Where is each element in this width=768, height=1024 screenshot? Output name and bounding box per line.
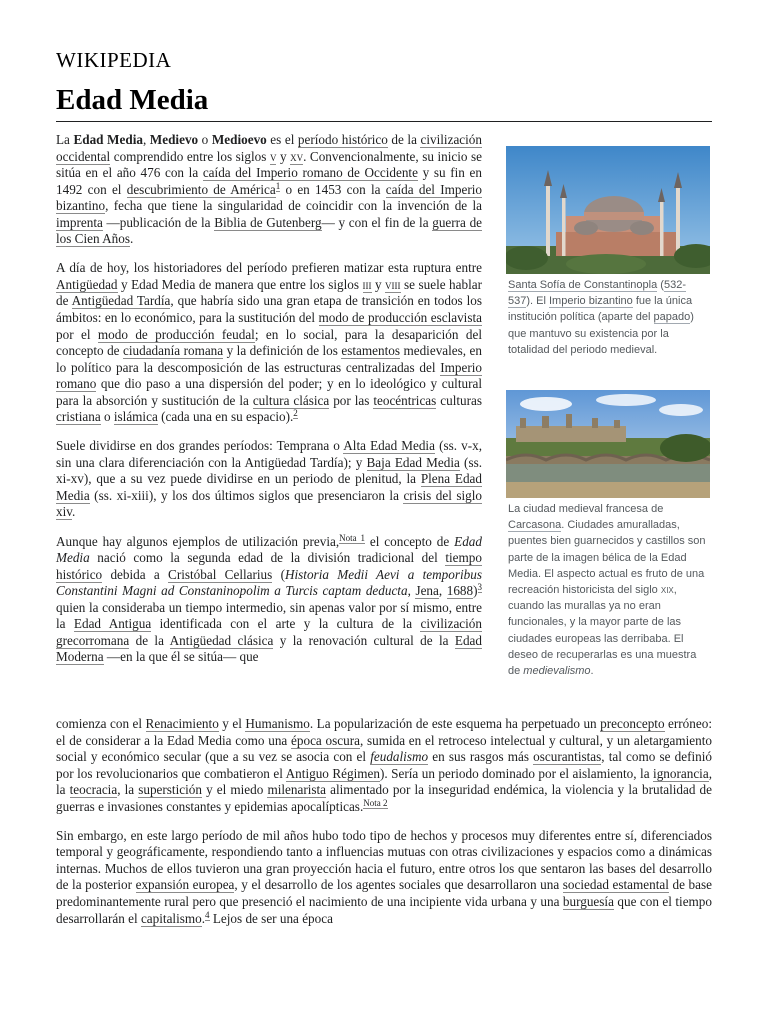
text-run: o en 1453 con la — [280, 181, 386, 197]
wiki-link[interactable]: xv — [290, 148, 304, 164]
reference-link[interactable]: 3 — [477, 582, 483, 593]
wiki-link[interactable]: viii — [385, 276, 401, 292]
text-run: Aunque hay algunos ejemplos de utilización previa, — [56, 533, 340, 549]
text-run: ( — [272, 566, 285, 582]
wiki-link[interactable]: Humanismo — [245, 716, 310, 731]
article-body-wide — [56, 716, 712, 940]
paragraph-4-continued — [56, 716, 712, 815]
wiki-link[interactable]: cristiana — [56, 409, 101, 425]
text-run: debida a — [102, 566, 169, 582]
text-run: el concepto de — [365, 533, 455, 549]
text-run: y la renovación cultural de la — [273, 632, 455, 648]
text-run: fue la única institución política (aparte del — [508, 295, 693, 324]
wiki-link[interactable]: civilización grecorromana — [56, 616, 482, 648]
text-run: y su fin en 1492 con el — [56, 165, 482, 197]
wiki-link[interactable]: teocéntricas — [373, 392, 437, 408]
wiki-link[interactable]: descubrimiento de América — [126, 181, 276, 197]
wiki-link[interactable]: época oscura — [291, 732, 360, 748]
reference-link[interactable]: Nota 1 — [339, 532, 365, 543]
article-lead — [56, 132, 482, 666]
text-run: —en la que él se sitúa— que — [103, 649, 259, 665]
figure-1-caption — [506, 277, 710, 358]
text-run: —publicación de la — [102, 214, 215, 230]
text-run: . Convencionalmente, su inicio se sitúa en el año 476 con la — [56, 148, 483, 181]
text-run: , que habría sido una gran etapa de transición en todos los ámbitos: en lo económico, para la sustitución del — [56, 293, 483, 325]
text-run: . Ciudades amuralladas, puentes bien guarnecidos y castillos son parte de la imagen bélica de la Edad Media. El aspecto actual es fruto de una recreación historicista del siglo — [508, 519, 706, 597]
wiki-link[interactable]: iii — [362, 276, 372, 292]
text-run: (ss. xi-xv), que a su vez puede dividirse en un periodo de plenitud, la — [56, 454, 483, 487]
text-run: La — [56, 132, 74, 147]
wiki-link[interactable]: Edad Antigua — [73, 616, 152, 632]
text-run: ) — [473, 583, 478, 599]
text-run: comienza con el — [56, 716, 146, 731]
text-run: , tal como se definió por los revolucionarios que combatieron el — [56, 749, 713, 781]
text-run: (ss. v-x, sin una clara diferenciación con la Antigüedad Tardía); y — [56, 438, 482, 470]
wiki-link[interactable]: Plena Edad Media — [56, 471, 483, 503]
wiki-link[interactable]: Imperio romano — [56, 359, 482, 392]
wiki-link[interactable]: teocracia — [69, 782, 118, 798]
bold-term: Medioevo — [211, 132, 267, 147]
wiki-link[interactable]: civilización occidental — [56, 132, 482, 164]
wiki-link[interactable]: islámica — [113, 409, 158, 425]
text-run: es el — [266, 132, 298, 147]
wiki-link[interactable]: burguesía — [562, 893, 614, 909]
reference-sup — [293, 408, 298, 419]
text-run: ; en lo social, para la desaparición del concepto de — [56, 326, 482, 359]
text-run: en sus rasgos más — [428, 749, 534, 765]
paragraph-5 — [56, 828, 712, 927]
text-run: Lejos de ser una época — [209, 910, 333, 926]
text-run: , la — [117, 782, 139, 798]
bold-term: Edad Media — [73, 132, 143, 147]
text-run: , — [438, 583, 447, 599]
wiki-link[interactable]: Cristóbal Cellarius — [168, 566, 273, 582]
text-run: ). Sería un periodo dominado por el aislamiento, la — [379, 765, 654, 781]
carcassonne-image[interactable] — [506, 390, 710, 498]
text-run: por el — [56, 326, 98, 342]
figure-hagia-sophia — [506, 146, 710, 358]
wiki-link[interactable]: capitalismo — [140, 910, 202, 926]
wiki-link[interactable]: caída del Imperio romano de Occidente — [202, 165, 418, 181]
wiki-link[interactable]: milenarista — [267, 782, 327, 798]
text-run: (cada una en su espacio). — [157, 409, 294, 425]
title-divider — [56, 121, 712, 122]
text-run: Edad Media — [56, 533, 482, 566]
wikipedia-logo[interactable]: WIKIPEDIA — [56, 48, 172, 72]
text-run: xix — [660, 584, 674, 597]
paragraph-4 — [56, 534, 482, 666]
wiki-link[interactable]: crisis del siglo xiv — [56, 487, 482, 520]
wiki-link[interactable]: expansión europea — [135, 877, 235, 893]
text-run: identificada con el arte y la cultura de la — [151, 616, 421, 632]
wiki-link[interactable]: estamentos — [341, 343, 400, 359]
wiki-link[interactable]: caída del Imperio bizantino — [56, 181, 482, 214]
wiki-link[interactable]: guerra de los Cien Años — [56, 214, 483, 247]
wiki-link[interactable]: Renacimiento — [145, 716, 219, 731]
page-title: Edad Media — [56, 84, 209, 116]
text-run: y el — [218, 716, 246, 731]
text-run: y la definición de los — [223, 343, 342, 359]
text-run: , cuando las murallas ya no eran funcionales, y la mayor parte de las ciudades europeas las derribaba. El deseo de recuperarlas es una muestra de — [508, 584, 697, 678]
text-run: . — [590, 665, 594, 678]
wiki-link[interactable]: 1688 — [446, 583, 474, 599]
text-run: A día de hoy, los historiadores del período prefieren matizar esta ruptura entre — [56, 260, 482, 276]
text-run: (ss. xi-xiii), y los dos últimos siglos que presenciaron la — [89, 487, 404, 503]
wiki-link[interactable]: preconcepto — [600, 716, 665, 731]
text-run: y Edad Media de manera que entre los siglos — [117, 276, 363, 292]
hagia-sophia-image[interactable] — [506, 146, 710, 274]
reference-sup — [478, 582, 483, 593]
wiki-link[interactable]: ignorancia — [653, 765, 709, 781]
text-run: . — [72, 504, 76, 520]
wiki-link[interactable]: imprenta — [56, 214, 103, 230]
text-run: ). El — [526, 295, 549, 308]
text-run: o — [198, 132, 212, 147]
wiki-link[interactable]: feudalismo — [370, 749, 429, 765]
wiki-link[interactable]: Antigüedad Tardía — [71, 293, 171, 309]
text-run: de la — [387, 132, 421, 147]
reference-link[interactable]: 4 — [205, 909, 210, 920]
text-run: , la — [56, 765, 712, 798]
wiki-link[interactable]: período histórico — [297, 132, 388, 147]
text-run: — y con el fin de la — [321, 214, 433, 230]
text-run: medievales, en lo político para la descomposición de las estructuras centralizadas del — [56, 343, 483, 375]
text-run: Historia Medii Aevi a temporibus Constantini Magni ad Constaninopolim a Turcis captam deducta — [56, 566, 482, 599]
reference-sup — [339, 533, 365, 544]
wiki-link[interactable]: cultura clásica — [252, 392, 330, 408]
paragraph-1 — [56, 132, 482, 248]
wiki-link[interactable]: Jena — [415, 583, 439, 599]
text-run: ) que mantuvo su existencia por la totalidad del periodo medieval. — [508, 311, 694, 356]
text-run: que dio paso a una dispersión del poder; y en lo ideológico y cultural para la absorción y sustitución de la — [56, 376, 482, 408]
text-run: alimentado por la inseguridad endémica, la violencia y la brutalidad de guerras e invasiones constantes y epidemias apocalípticas. — [56, 782, 712, 814]
wiki-link[interactable]: Antigüedad — [56, 276, 118, 292]
wiki-link[interactable]: superstición — [138, 782, 202, 798]
wiki-link[interactable]: Antiguo Régimen — [285, 765, 380, 781]
text-run: medievalismo — [523, 665, 591, 678]
text-run: Suele dividirse en dos grandes períodos: Temprana o — [56, 438, 344, 454]
text-run: nació como la segunda edad de la división tradicional del — [89, 550, 446, 566]
text-run: se suele hablar de — [56, 276, 483, 309]
wiki-link[interactable]: Antigüedad clásica — [169, 632, 274, 648]
text-run: por las — [329, 392, 374, 408]
text-run: culturas — [436, 392, 483, 408]
text-run: , — [407, 583, 416, 599]
text-run: o — [100, 409, 114, 425]
wiki-link[interactable]: ciudadanía romana — [123, 343, 224, 359]
wiki-link[interactable]: sociedad estamental — [562, 877, 669, 893]
text-run: . — [201, 910, 206, 926]
text-run: . La popularización de este esquema ha perpetuado un — [309, 716, 601, 731]
text-run: y — [371, 276, 386, 292]
wiki-link[interactable]: tiempo histórico — [56, 550, 482, 582]
text-run: quien la consideraba un tiempo intermedio, sin apenas valor por sí mismo, entre la — [56, 599, 482, 632]
text-run: erróneo: el de considerar a la Edad Media como una — [56, 716, 712, 748]
wiki-link[interactable]: Carcasona — [508, 519, 562, 532]
wiki-link[interactable]: Edad Moderna — [56, 632, 482, 665]
wiki-link[interactable]: oscurantistas — [533, 749, 602, 765]
text-run: . — [130, 231, 134, 247]
reference-link[interactable]: 1 — [275, 180, 281, 191]
text-run: y — [276, 148, 291, 164]
wiki-link[interactable]: Alta Edad Media — [343, 438, 435, 454]
wiki-link[interactable]: Biblia de Gutenberg — [214, 214, 322, 230]
text-run: de base predominantemente rural pero que presenció el nacimiento de una incipiente vida urbana y una — [56, 877, 712, 909]
wiki-link[interactable]: modo de producción feudal — [97, 326, 255, 342]
text-run: comprendido entre los siglos — [110, 148, 270, 164]
text-run: Sin embargo, en este largo período de mil años hubo todo tipo de hechos y procesos muy diferentes entre sí, diferenciados temporal y geográficamente, respondiendo tanto a influencias mutuas con otras civilizaciones y espacios como a dinámicas internas. Muchos de ellos tuvieron una gran proyección hacia el futuro, entre otros los que sentaron las bases del desarrollo de la posterior — [56, 827, 712, 893]
text-run: , — [142, 132, 150, 147]
wiki-link[interactable]: papado — [653, 311, 691, 324]
reference-sup — [363, 798, 387, 809]
wiki-link[interactable]: Imperio bizantino — [548, 295, 633, 308]
wiki-link[interactable]: Baja Edad Media — [366, 454, 460, 470]
text-run: La ciudad medieval francesa de — [508, 503, 664, 515]
bold-term: Medievo — [149, 132, 199, 147]
reference-link[interactable]: 2 — [293, 408, 298, 419]
wiki-link[interactable]: modo de producción esclavista — [318, 309, 482, 325]
text-run: ( — [657, 279, 664, 291]
reference-link[interactable]: Nota 2 — [363, 797, 388, 808]
text-run: , fecha que tiene la singularidad de coincidir con la invención de la — [105, 198, 482, 214]
text-run: y el miedo — [201, 782, 268, 798]
text-run: , y el desarrollo de los agentes sociales que desarrollaron una — [234, 877, 563, 893]
paragraph-3 — [56, 438, 482, 521]
wiki-link[interactable]: 532-537 — [508, 279, 686, 308]
paragraph-2 — [56, 260, 482, 425]
text-run: que con el tiempo desarrollarán el — [56, 893, 712, 926]
text-run: , sumida en el retroceso intelectual y cultural, y un aletargamiento social y económico secular (que a su vez se asocia con el — [56, 732, 712, 765]
text-run: de la — [129, 632, 170, 648]
wiki-link[interactable]: Santa Sofía de Constantinopla — [508, 279, 658, 291]
wiki-link[interactable]: v — [269, 148, 277, 164]
figure-2-caption — [506, 501, 710, 679]
figure-carcassonne — [506, 390, 710, 679]
